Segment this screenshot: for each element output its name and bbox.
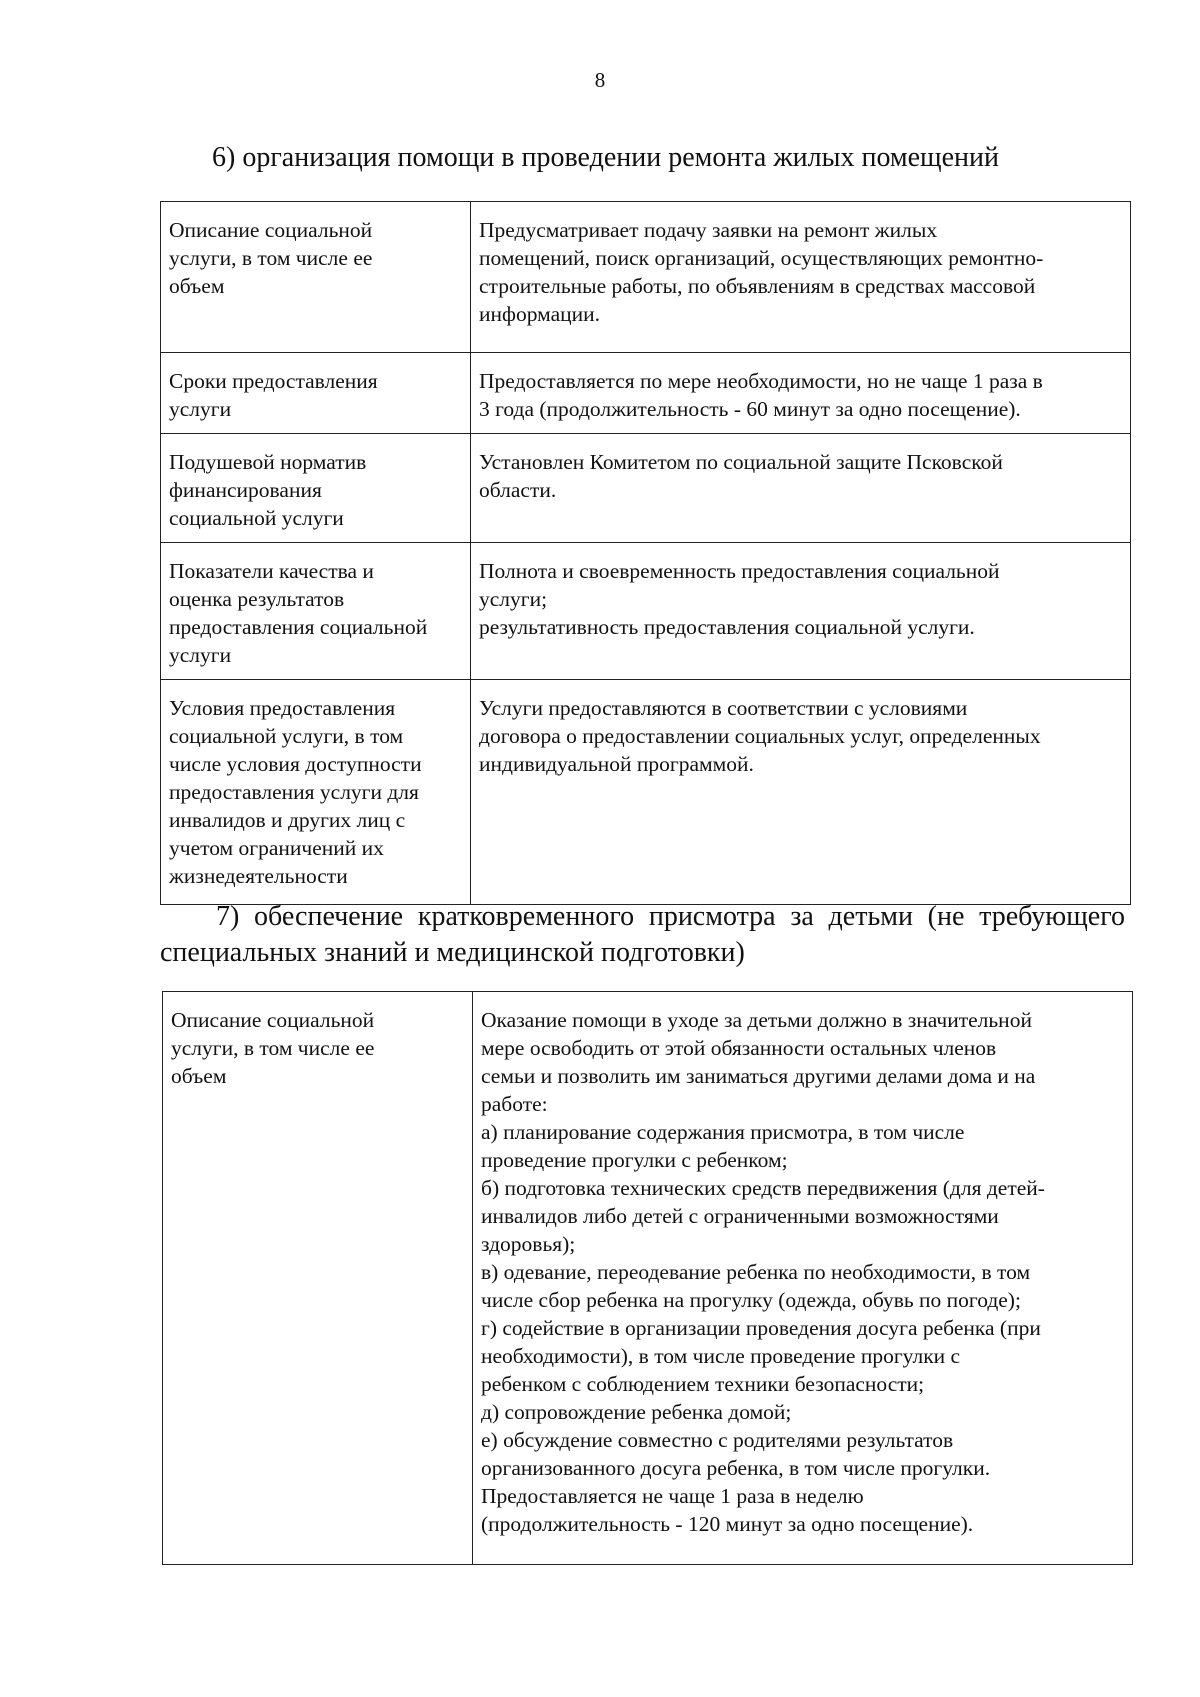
- table-row: [161, 353, 1131, 434]
- row-label: Сроки предоставления услуги: [161, 353, 471, 434]
- row-label: Показатели качества и оценка результатов предоставления социальной услуги: [161, 543, 471, 680]
- row-value: Оказание помощи в уходе за детьми должно в значительной мере освободить от этой обязанности остальных членов семьи и позволить им заниматься другими делами дома и на работе: а) планирование содержания присмотра, в том числе проведение прогулки с ребенком; б) подготовка технических средств передвижения (для детей- инвалидов либо детей с ограниченными возможностями здоровья); в) одевание, переодевание ребенка по необходимости, в том числе сбор ребенка на прогулку (одежда, обувь по погоде); г) содействие в организации проведения досуга ребенка (при необходимости), в том числе проведение прогулки с ребенком с соблюдением техники безопасности; д) сопровождение ребенка домой; е) обсуждение совместно с родителями результатов организованного досуга ребенка, в том числе прогулки. Предоставляется не чаще 1 раза в неделю (продолжительность - 120 минут за одно посещение).: [473, 992, 1133, 1565]
- section-7-table: [162, 991, 1133, 1565]
- row-value: Установлен Комитетом по социальной защите Псковской области.: [471, 434, 1131, 543]
- section-6-table: [160, 201, 1131, 905]
- section-7-heading: 7) обеспечение кратковременного присмотра за детьми (не требующего специальных знаний и медицинской подготовки): [160, 901, 1125, 968]
- row-value: Полнота и своевременность предоставления социальной услуги; результативность предоставления социальной услуги.: [471, 543, 1131, 680]
- row-label: Описание социальной услуги, в том числе ее объем: [163, 992, 473, 1565]
- row-label: Подушевой норматив финансирования социальной услуги: [161, 434, 471, 543]
- row-value: Услуги предоставляются в соответствии с условиями договора о предоставлении социальных услуг, определенных индивидуальной программой.: [471, 680, 1131, 905]
- table-row: [161, 434, 1131, 543]
- section-6-heading: 6) организация помощи в проведении ремонта жилых помещений: [212, 142, 999, 173]
- table-row: [161, 543, 1131, 680]
- table-row: [163, 992, 1133, 1565]
- row-label: Описание социальной услуги, в том числе ее объем: [161, 202, 471, 353]
- table-row: [161, 202, 1131, 353]
- row-label: Условия предоставления социальной услуги, в том числе условия доступности предоставления услуги для инвалидов и других лиц с учетом ограничений их жизнедеятельности: [161, 680, 471, 905]
- table-row: [161, 680, 1131, 905]
- row-value: Предусматривает подачу заявки на ремонт жилых помещений, поиск организаций, осуществляющих ремонтно- строительные работы, по объявлениям в средствах массовой информации.: [471, 202, 1131, 353]
- page-number: 8: [594, 68, 606, 92]
- row-value: Предоставляется по мере необходимости, но не чаще 1 раза в 3 года (продолжительность - 60 минут за одно посещение).: [471, 353, 1131, 434]
